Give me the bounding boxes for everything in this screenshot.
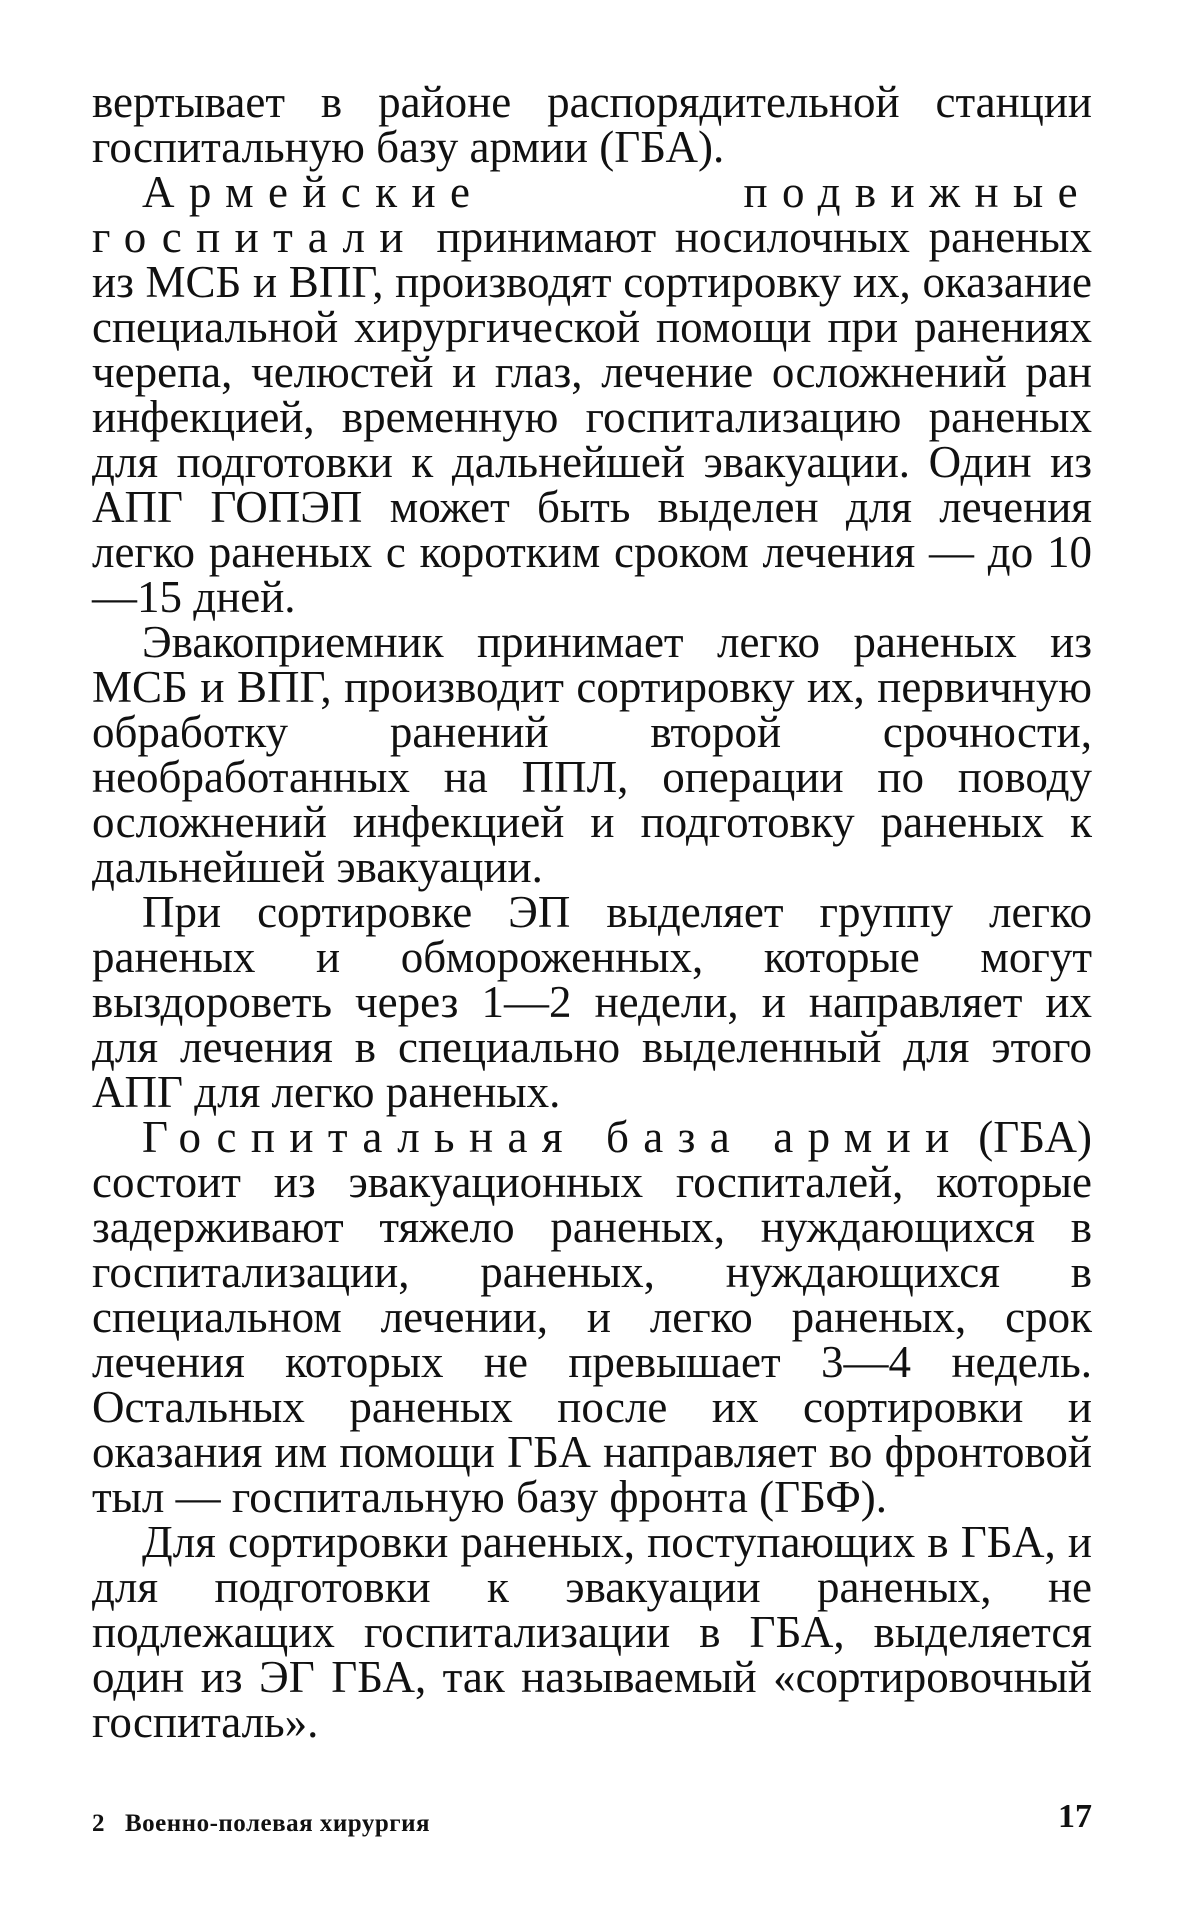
page-number: 17: [1058, 1798, 1092, 1835]
paragraph-2-text: принимают носилочных раненых из МСБ и ВПГ, производят сортировку их, оказание специальной хирургической помощи при ранениях черепа, челюстей и глаз, лечение осложнений ран инфекцией, временную госпитализацию раненых для подготовки к дальнейшей эвакуации. Один из АПГ ГОПЭП может быть выделен для лечения легко раненых с коротким сроком лечения — до 10—15 дней.: [92, 212, 1092, 622]
paragraph-6: Для сортировки раненых, поступающих в ГБА, и для подготовки к эвакуации раненых, не подлежащих госпитализации в ГБА, выделяется один из ЭГ ГБА, так называемый «сортировочный госпиталь».: [92, 1517, 1092, 1747]
page-body: [92, 77, 1092, 1747]
signature-title: Военно-полевая хирургия: [125, 1810, 431, 1837]
paragraph-5-spaced-lead: Госпитальная база армии: [142, 1112, 964, 1162]
signature-mark: [92, 1810, 430, 1838]
paragraph-5: [92, 1112, 1092, 1522]
page-footer: [92, 1798, 1092, 1848]
paragraph-5-text: (ГБА) состоит из эвакуационных госпиталей, которые задерживают тяжело раненых, нуждающихся в госпитализации, раненых, нуждающихся в специальном лечении, и легко раненых, срок лечения которых не превышает 3—4 недель. Остальных раненых после их сортировки и оказания им помощи ГБА направляет во фронтовой тыл — госпитальную базу фронта (ГБФ).: [92, 1112, 1092, 1522]
paragraph-1: вертывает в районе распорядительной станции госпитальную базу армии (ГБА).: [92, 77, 1092, 172]
signature-number: 2: [92, 1810, 105, 1837]
paragraph-2: [92, 167, 1092, 622]
paragraph-4: При сортировке ЭП выделяет группу легко раненых и обмороженных, которые могут выздороветь через 1—2 недели, и направляет их для лечения в специально выделенный для этого АПГ для легко раненых.: [92, 887, 1092, 1117]
paragraph-3: Эвакоприемник принимает легко раненых из МСБ и ВПГ, производит сортировку их, первичную обработку ранений второй срочности, необработанных на ППЛ, операции по поводу осложнений инфекцией и подготовку раненых к дальнейшей эвакуации.: [92, 617, 1092, 892]
paragraph-2-spaced-lead: Армейские подвижные госпитали: [92, 167, 1092, 262]
